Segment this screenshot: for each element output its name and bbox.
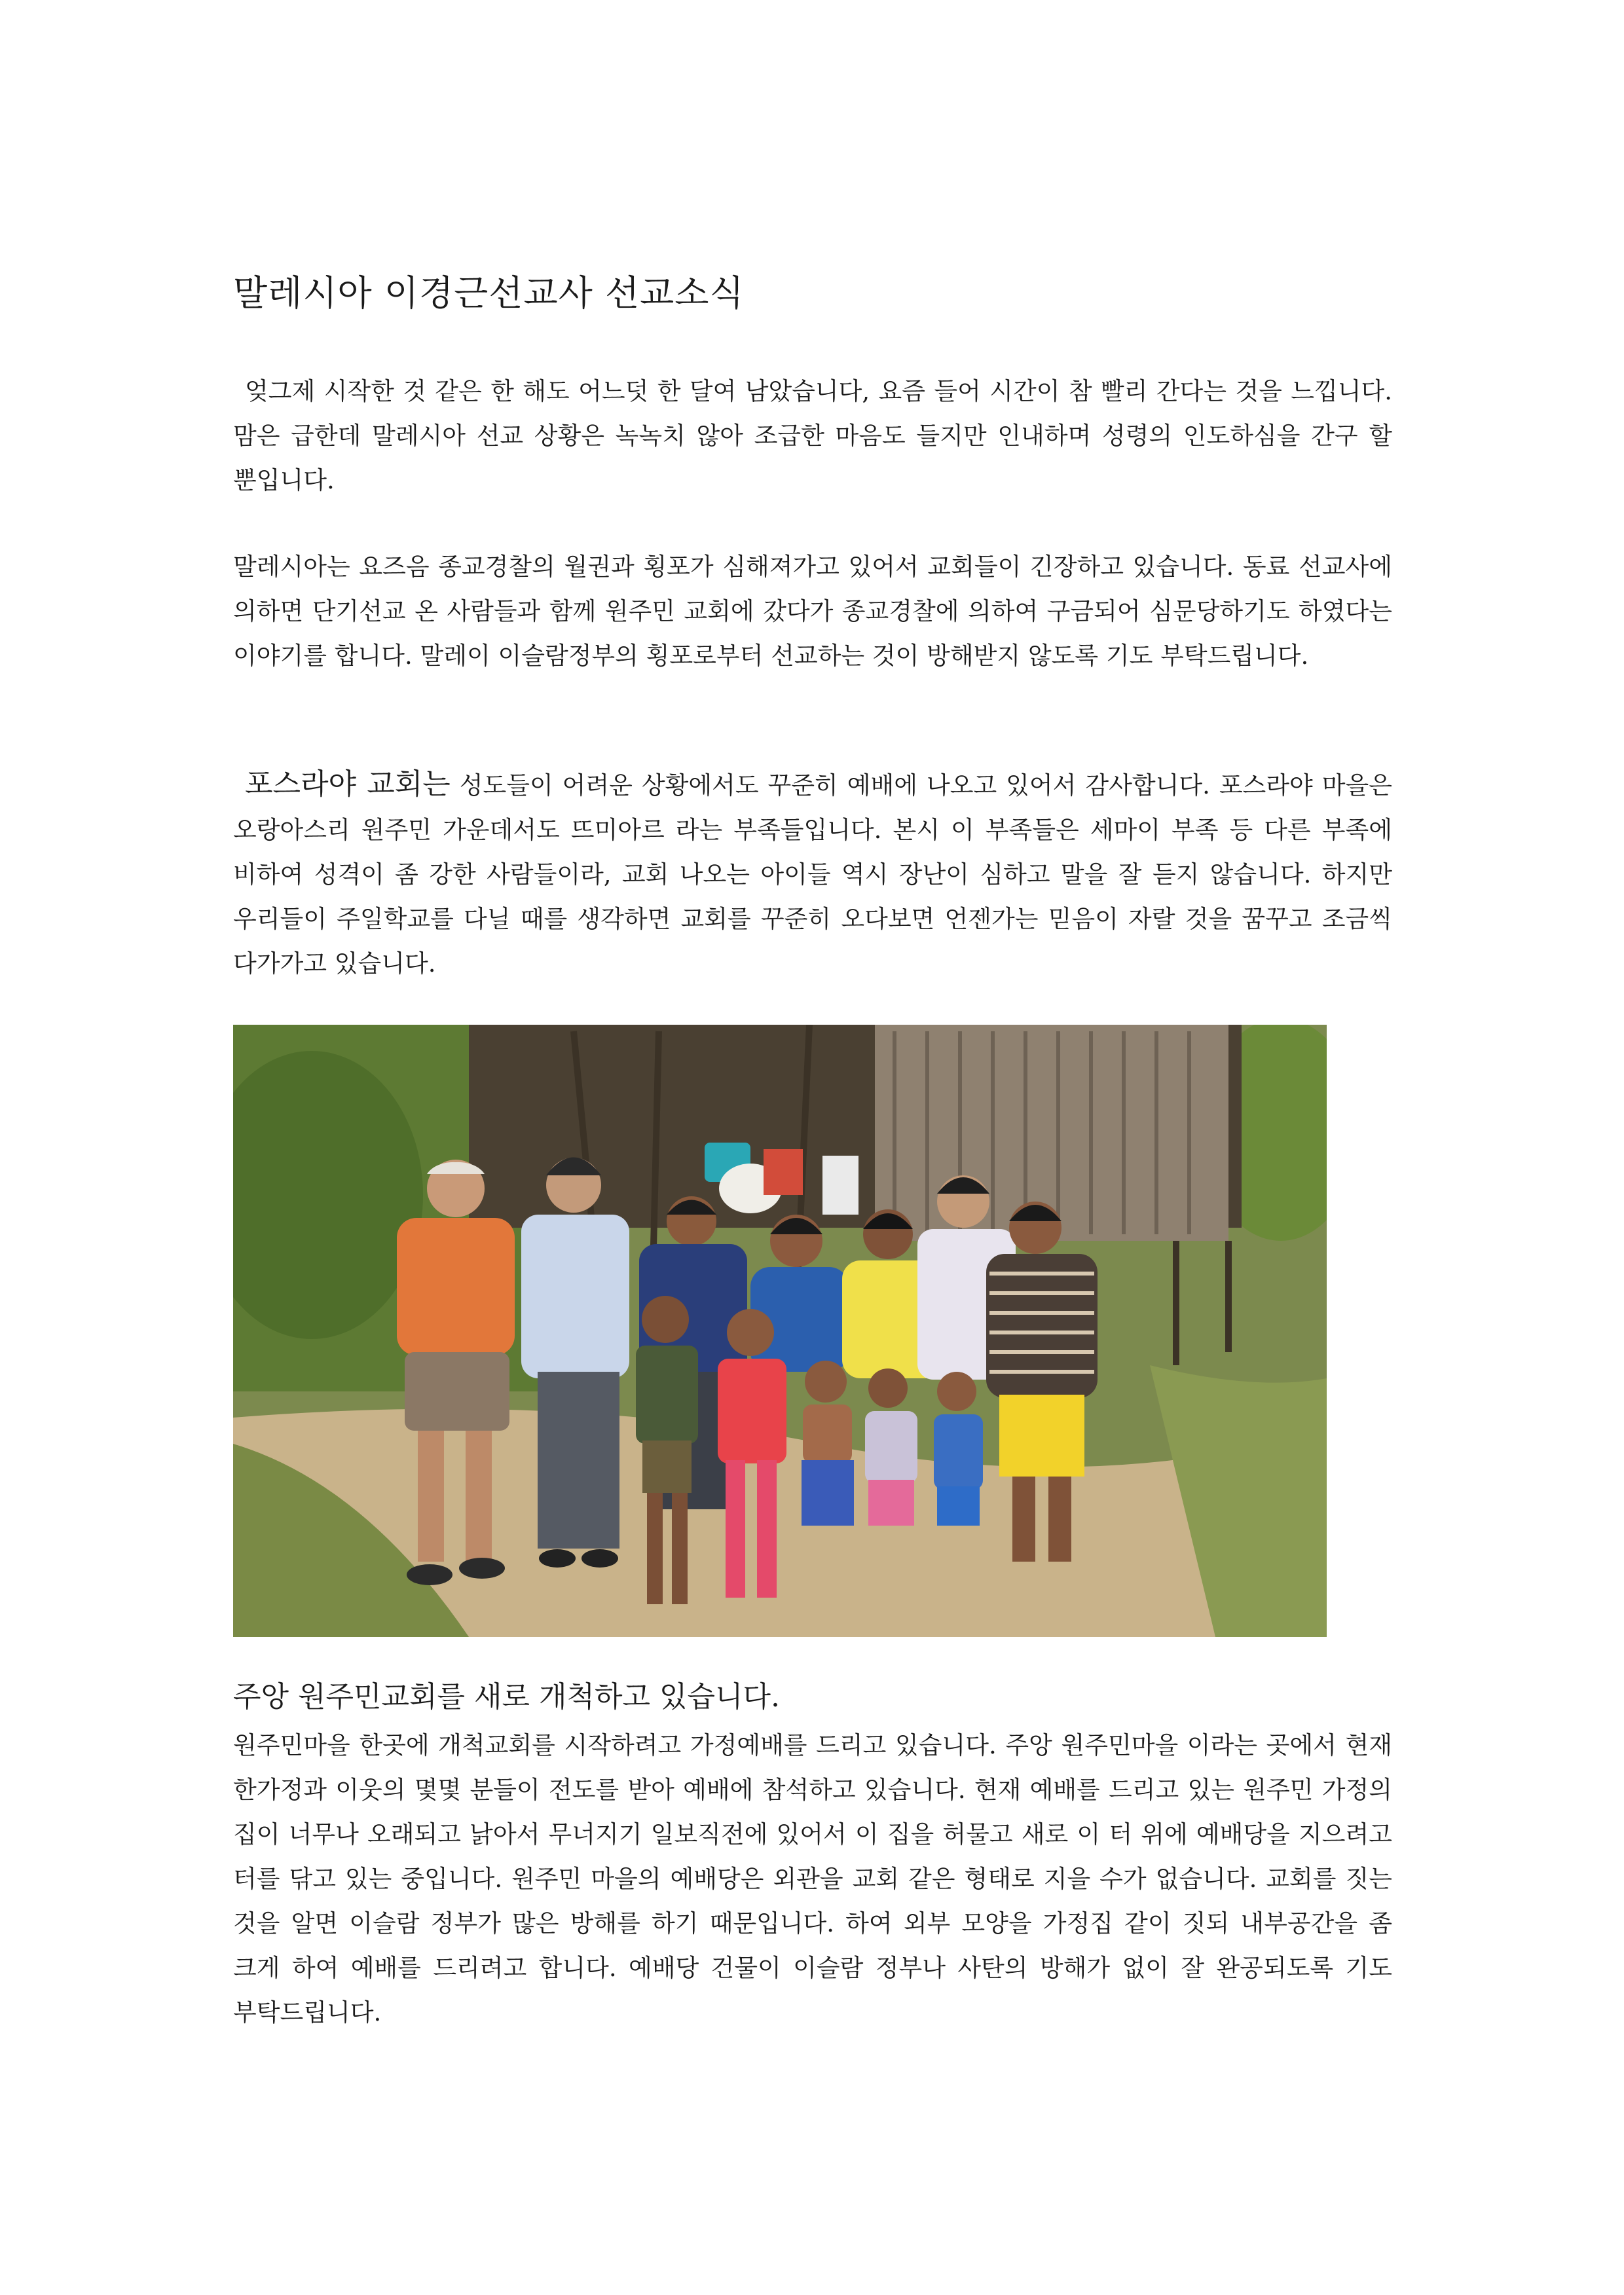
paragraph-intro: 엊그제 시작한 것 같은 한 해도 어느덧 한 달여 남았습니다, 요즘 들어 시간이 참 빨리 간다는 것을 느낍니다. 맘은 급한데 말레시아 선교 상황은 녹녹치 않아 조급한 마음도 들지만 인내하며 성령의 인도하심을 간구 할 뿐입니다. [233, 377, 1393, 494]
paragraph-posraya-church [233, 762, 1392, 986]
posraya-church-lead: 포스라야 교회는 [245, 767, 451, 801]
paragraph-juang-church: 원주민마을 한곳에 개척교회를 시작하려고 가정예배를 드리고 있습니다. 주앙 원주민마을 이라는 곳에서 현재 한가정과 이웃의 몇몇 분들이 전도를 받아 예배에 참석하고 있습니다. 현재 예배를 드리고 있는 원주민 가정의 집이 너무나 오래되고 낡아서 무너지기 일보직전에 있어서 이 집을 허물고 새로 이 터 위에 예배당을 지으려고 터를 닦고 있는 중입니다. 원주민 마을의 예배당은 외관을 교회 같은 형태로 지을 수가 없습니다. 교회를 짓는 것을 알면 이슬람 정부가 많은 방해를 하기 때문입니다. 하여 외부 모양을 가정집 같이 짓되 내부공간을 좀 크게 하여 예배를 드리려고 합니다. 예배당 건물이 이슬람 정부나 사탄의 방해가 없이 잘 완공되도록 기도 부탁드립니다. [233, 1731, 1392, 2027]
paragraph-religious-police: 말레시아는 요즈음 종교경찰의 월권과 횡포가 심해져가고 있어서 교회들이 긴장하고 있습니다. 동료 선교사에 의하면 단기선교 온 사람들과 함께 원주민 교회에 갔다가 종교경찰에 의하여 구금되어 심문당하기도 하였다는 이야기를 합니다. 말레이 이슬람정부의 횡포로부터 선교하는 것이 방해받지 않도록 기도 부탁드립니다. [233, 553, 1392, 670]
page-title: 말레시아 이경근선교사 선교소식 [233, 272, 745, 314]
posraya-church-body: 성도들이 어려운 상황에서도 꾸준히 예배에 나오고 있어서 감사합니다. 포스라야 마을은 오랑아스리 원주민 가운데서도 뜨미아르 라는 부족들입니다. 본시 이 부족들은 세마이 부족 등 다른 부족에 비하여 성격이 좀 강한 사람들이라, 교회 나오는 아이들 역시 장난이 심하고 말을 잘 듣지 않습니다. 하지만 우리들이 주일학교를 다닐 때를 생각하면 교회를 꾸준히 오다보면 언젠가는 믿음이 자랄 것을 꿈꾸고 조금씩 다가가고 있습니다. [233, 771, 1392, 978]
group-photo [233, 1025, 1327, 1637]
section-heading-juang: 주앙 원주민교회를 새로 개척하고 있습니다. [233, 1680, 781, 1714]
